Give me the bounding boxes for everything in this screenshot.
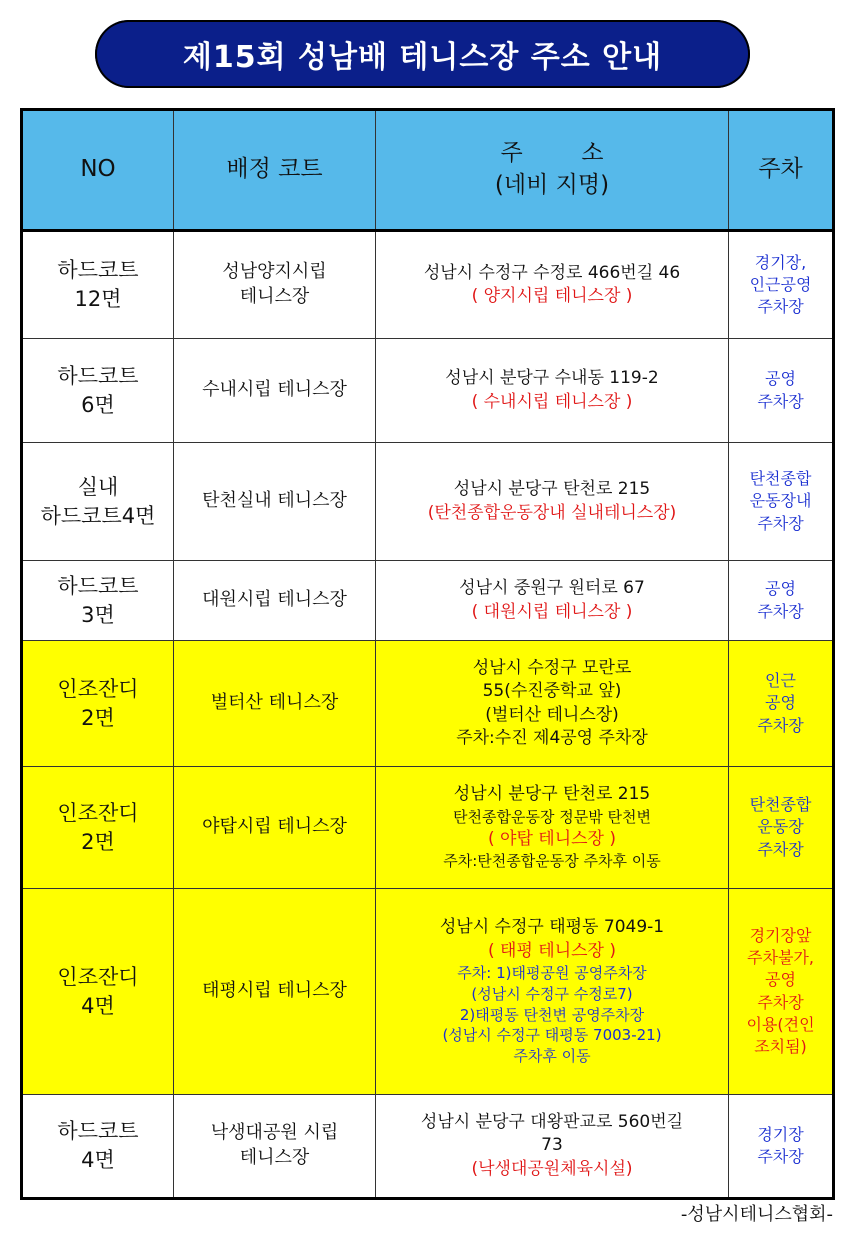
header-no: NO <box>22 110 174 231</box>
parking-line: 탄천종합 <box>749 469 812 489</box>
row-court <box>174 561 376 641</box>
no-line: 6면 <box>81 392 115 417</box>
no-line: 하드코트 <box>57 1119 139 1144</box>
parking-line: 탄천종합 <box>749 795 812 815</box>
parking-line: 인근공영 <box>749 274 812 294</box>
no-line: 3면 <box>81 602 115 627</box>
table-row <box>22 561 834 641</box>
parking-line: 경기장앞 <box>749 926 812 946</box>
parking-line: 조치됨) <box>754 1036 807 1056</box>
address-nav-name: ( 수내시립 테니스장 ) <box>471 391 633 412</box>
address-parking-note: 주차후 이동 <box>513 1046 591 1065</box>
address-line: 성남시 수정구 모란로 <box>472 657 632 678</box>
parking-line: 인근 <box>765 671 796 691</box>
table-row <box>22 767 834 889</box>
table-row <box>22 641 834 767</box>
footer-organization: -성남시테니스협회- <box>680 1204 833 1225</box>
address-line: 성남시 분당구 탄천로 215 <box>453 784 651 805</box>
row-address <box>376 641 729 767</box>
row-no <box>22 641 174 767</box>
address-line: 성남시 분당구 수내동 119-2 <box>445 368 659 389</box>
row-court <box>174 767 376 889</box>
court-line: 탄천실내 테니스장 <box>202 490 347 512</box>
table-header-row <box>22 110 834 231</box>
address-line: 성남시 수정구 수정로 466번길 46 <box>423 262 681 283</box>
parking-line: 공영 <box>765 693 796 713</box>
parking-line: 주차불가, <box>747 948 814 968</box>
address-parking-note: 주차: 1)태평공원 공영주차장 <box>457 964 647 983</box>
no-line: 하드코트 <box>57 363 139 388</box>
court-line: 수내시립 테니스장 <box>202 379 347 401</box>
header-address-line1: 주 소 <box>500 140 604 167</box>
row-no <box>22 889 174 1095</box>
row-parking <box>729 889 834 1095</box>
parking-line: 주차장 <box>757 715 804 735</box>
table-row <box>22 889 834 1095</box>
address-parking-note: 주차:탄천종합운동장 주차후 이동 <box>443 851 661 870</box>
address-nav-name: (탄천종합운동장내 실내테니스장) <box>427 502 677 523</box>
table-row <box>22 339 834 443</box>
parking-line: 주차장 <box>757 297 804 317</box>
address-line: 성남시 수정구 태평동 7049-1 <box>439 917 665 938</box>
table-row <box>22 1095 834 1199</box>
header-parking: 주차 <box>729 110 834 231</box>
address-parking-note: 주차:수진 제4공영 주차장 <box>456 727 648 748</box>
parking-line: 경기장 <box>757 1124 804 1144</box>
row-parking <box>729 767 834 889</box>
parking-line: 주차장 <box>757 513 804 533</box>
parking-line: 공영 <box>765 579 796 599</box>
no-line: 2면 <box>81 705 115 730</box>
row-parking <box>729 231 834 339</box>
row-no <box>22 231 174 339</box>
row-address <box>376 561 729 641</box>
row-no <box>22 767 174 889</box>
header-address-line2: (네비 지명) <box>494 172 610 198</box>
row-court <box>174 889 376 1095</box>
no-line: 4면 <box>81 993 115 1018</box>
court-line: 벌터산 테니스장 <box>210 692 339 714</box>
row-address <box>376 889 729 1095</box>
row-no <box>22 443 174 561</box>
no-line: 실내 <box>77 474 119 499</box>
row-address <box>376 1095 729 1199</box>
parking-line: 공영 <box>765 970 796 990</box>
address-line: 73 <box>541 1135 563 1156</box>
address-line: (벌터산 테니스장) <box>485 704 619 725</box>
title-text: 제15회 성남배 테니스장 주소 안내 <box>182 40 663 75</box>
row-no <box>22 561 174 641</box>
row-address <box>376 339 729 443</box>
address-parking-note: (성남시 수정구 수정로7) <box>471 984 633 1003</box>
header-court: 배정 코트 <box>174 110 376 231</box>
header-address <box>376 110 729 231</box>
table-row <box>22 443 834 561</box>
row-no <box>22 1095 174 1199</box>
no-line: 인조잔디 <box>57 800 139 825</box>
row-no <box>22 339 174 443</box>
venue-table <box>20 108 835 1200</box>
row-parking <box>729 561 834 641</box>
court-line: 성남양지시립 <box>222 261 327 283</box>
address-line: 성남시 중원구 원터로 67 <box>459 578 645 599</box>
court-line: 낙생대공원 시립 <box>210 1122 339 1144</box>
address-parking-note: (성남시 수정구 태평동 7003-21) <box>442 1026 662 1045</box>
address-line: 55(수진중학교 앞) <box>482 681 622 702</box>
address-line: 성남시 분당구 탄천로 215 <box>453 479 651 500</box>
row-address <box>376 767 729 889</box>
row-address <box>376 231 729 339</box>
row-address <box>376 443 729 561</box>
row-court <box>174 1095 376 1199</box>
court-line: 야탑시립 테니스장 <box>202 816 347 838</box>
parking-line: 주차장 <box>757 839 804 859</box>
no-line: 하드코트 <box>57 573 139 598</box>
no-line: 2면 <box>81 829 115 854</box>
court-line: 태평시립 테니스장 <box>202 980 347 1002</box>
parking-line: 이용(견인 <box>746 1014 815 1034</box>
row-parking <box>729 339 834 443</box>
address-nav-name: ( 야탑 테니스장 ) <box>487 828 616 849</box>
address-nav-name: (낙생대공원체육시설) <box>471 1158 633 1179</box>
row-court <box>174 641 376 767</box>
no-line: 하드코트 <box>57 258 139 283</box>
address-nav-name: ( 대원시립 테니스장 ) <box>471 601 633 622</box>
parking-line: 공영 <box>765 369 796 389</box>
address-detail: 탄천종합운동장 정문밖 탄천변 <box>453 807 651 826</box>
address-parking-note: 2)태평동 탄천변 공영주차장 <box>459 1005 645 1024</box>
table-row <box>22 231 834 339</box>
court-line: 테니스장 <box>239 1147 310 1168</box>
parking-line: 주차장 <box>757 391 804 411</box>
parking-line: 운동장내 <box>749 491 812 511</box>
address-nav-name: ( 태평 테니스장 ) <box>487 940 616 961</box>
no-line: 하드코트4면 <box>40 503 156 528</box>
address-nav-name: ( 양지시립 테니스장 ) <box>471 286 633 306</box>
court-line: 대원시립 테니스장 <box>202 589 347 611</box>
no-line: 12면 <box>74 287 122 311</box>
page-title <box>95 20 750 88</box>
row-parking <box>729 443 834 561</box>
no-line: 4면 <box>81 1148 115 1172</box>
parking-line: 주차장 <box>757 601 804 621</box>
parking-line: 주차장 <box>757 1147 804 1166</box>
row-parking <box>729 641 834 767</box>
parking-line: 경기장, <box>754 252 807 272</box>
row-court <box>174 339 376 443</box>
no-line: 인조잔디 <box>57 964 139 989</box>
no-line: 인조잔디 <box>57 676 139 701</box>
row-court <box>174 443 376 561</box>
address-line: 성남시 분당구 대왕판교로 560번길 <box>420 1111 684 1132</box>
parking-line: 운동장 <box>757 817 804 837</box>
parking-line: 주차장 <box>757 992 804 1012</box>
row-court <box>174 231 376 339</box>
row-parking <box>729 1095 834 1199</box>
court-line: 테니스장 <box>239 286 310 307</box>
